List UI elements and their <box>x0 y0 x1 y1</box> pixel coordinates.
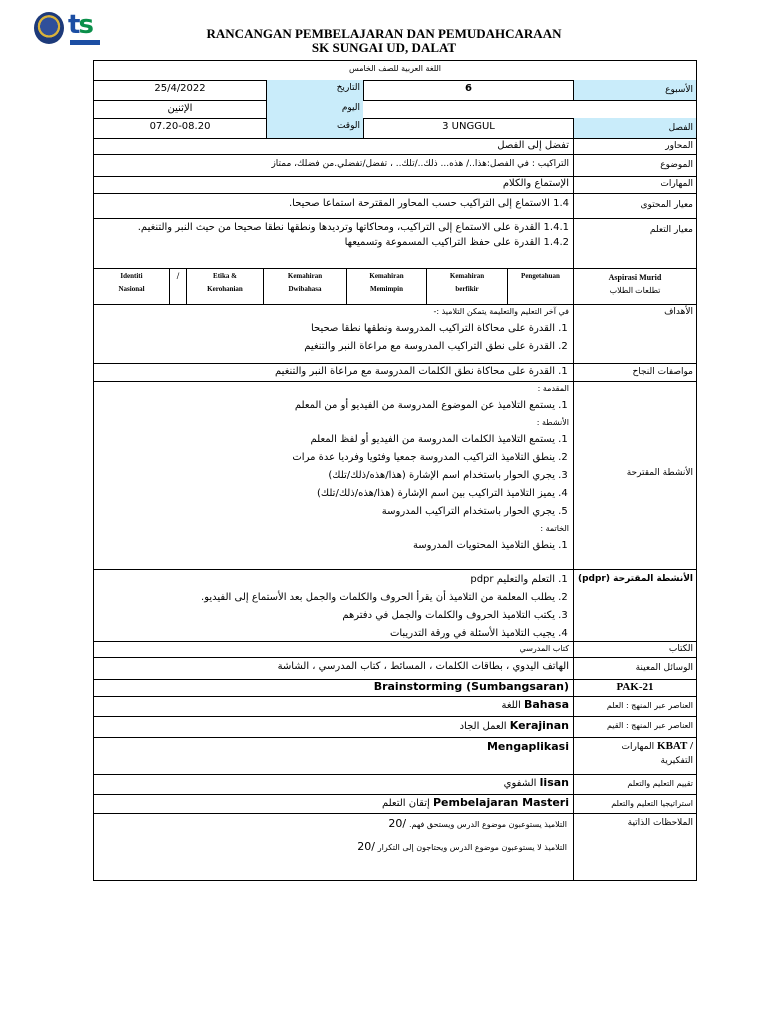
objectives-label: الأهداف <box>664 307 693 317</box>
pdpr-item: 3. يكتب التلاميذ الحروف والكلمات والجمل في دفترهم <box>98 607 555 625</box>
activities-row <box>94 381 696 570</box>
aspiration-check-mark: / <box>176 271 180 281</box>
time-value: 07.20-08.20 <box>149 121 211 132</box>
strategy-arabic: إتقان التعلم <box>381 798 430 809</box>
date-value: 25/4/2022 <box>154 83 206 94</box>
axis-label: المحاور <box>665 141 693 151</box>
book-row <box>94 641 696 658</box>
assessment-latin: lisan <box>539 776 569 789</box>
standard-content-label: معيار المحتوى <box>640 200 693 210</box>
ts-logo: ts <box>68 12 102 46</box>
pak21-value: Brainstorming (Sumbangsaran) <box>373 680 569 693</box>
standard-learning-row <box>94 218 696 269</box>
cce-values-arabic: العمل الجاد <box>459 721 507 732</box>
date-row <box>94 80 696 101</box>
class-row <box>94 118 696 139</box>
topic-label: الموضوع <box>660 160 693 170</box>
strategy-label: استراتيجيا التعليم والتعلم <box>611 799 693 808</box>
strategy-value <box>94 794 573 813</box>
day-row <box>94 100 696 119</box>
document-title-line1: RANCANGAN PEMBELAJARAN DAN PEMUDAHCARAAN <box>206 26 562 41</box>
time-label: الوقت <box>336 121 360 131</box>
success-criteria-item: 1. القدرة على محاكاة نطق الكلمات المدروسة مع مراعاة النبر والتنغيم <box>98 363 555 381</box>
pdpr-list <box>94 569 573 641</box>
reflection-item <box>94 836 573 859</box>
reflection-label: الملاحظات الذاتية <box>627 818 693 828</box>
kbat-label <box>574 737 696 770</box>
pdpr-row <box>94 569 696 642</box>
objectives-intro: في آخر التعليم والتعليمة يتمكن التلاميذ :- <box>433 307 569 316</box>
cce-knowledge-latin: Bahasa <box>523 698 569 711</box>
aids-row <box>94 657 696 680</box>
book-value: كتاب المدرسي <box>519 644 569 653</box>
reflection-text: التلاميذ لا يستوعبون موضوع الدرس ويحتاجون إلى التكرار <box>377 843 567 852</box>
class-label: الفصل <box>668 123 693 133</box>
activity-item: 4. يميز التلاميذ التراكيب بين اسم الإشارة (هذا/هذه/ذلك/تلك) <box>98 485 555 503</box>
aspiration-ethics: Etika & Kerohanian <box>207 272 243 293</box>
pdpr-item: 2. يطلب المعلمة من التلاميذ أن يقرأ الحروف والكلمات والجمل بعد الأستماع إلى الفيديو. <box>98 589 555 607</box>
cce-values-latin: Kerajinan <box>509 719 569 732</box>
cce-knowledge-label: العناصر عبر المنهج : العلم <box>606 701 693 710</box>
class-value: 3 UNGGUL <box>442 121 495 132</box>
strategy-latin: Pembelajaran Masteri <box>432 796 569 809</box>
activity-item: 1. ينطق التلاميذ المحتويات المدروسة <box>98 537 555 555</box>
aspiration-bilingual: Kemahiran Dwibahasa <box>287 272 323 293</box>
activity-item: 3. يجري الحوار باستخدام اسم الإشارة (هذا/هذه/ذلك/تلك) <box>98 467 555 485</box>
date-label: التاريخ <box>336 83 360 93</box>
standard-content-row <box>94 193 696 219</box>
week-value: 6 <box>465 83 472 94</box>
activities-closing-heading: الخاتمة : <box>540 524 569 533</box>
activity-item: 2. ينطق التلاميذ التراكيب المدروسة جمعيا وفئويا وفرديا عدة مرات <box>98 449 555 467</box>
axis-value: تفضل إلى الفصل <box>497 140 569 151</box>
activity-item: 1. يستمع التلاميذ عن الموضوع المدروسة من الفيديو أو من المعلم <box>98 397 555 415</box>
pak21-row <box>94 679 696 697</box>
subject-label: اللغة العربية للصف الخامس <box>349 64 441 73</box>
activity-item: 5. يجري الحوار باستخدام التراكيب المدروسة <box>98 503 555 521</box>
reflection-item <box>94 813 573 836</box>
day-label: اليوم <box>341 103 360 113</box>
standard-content-value: 1.4 الاستماع إلى التراكيب حسب المحاور المقترحة استماعا صحيحا. <box>289 198 569 209</box>
activities-intro-list <box>94 397 573 415</box>
aspiration-national-identity: Identiti Nasional <box>118 272 145 293</box>
cce-values-value <box>94 716 573 736</box>
day-value: الإثنين <box>167 103 193 114</box>
cce-values-label: العناصر عبر المنهج : القيم <box>606 721 693 730</box>
aids-label: الوسائل المعينة <box>635 663 693 673</box>
cce-knowledge-row <box>94 696 696 717</box>
aspiration-thinking: Kemahiran berfikir <box>449 272 485 293</box>
standard-learning-label: معيار التعلم <box>649 225 693 235</box>
pdpr-label: الأنشطة المقترحة (pdpr) <box>577 574 693 584</box>
standard-learning-item: 1.4.1 القدرة على الاستماع إلى التراكيب، ومحاكاتها وترديدها ونطقها نطقا صحيحا من حيث النبر والتنغيم. <box>137 222 569 233</box>
lesson-plan-table <box>93 60 697 881</box>
week-label: الأسبوع <box>665 85 693 95</box>
activities-label: الأنشطة المقترحة <box>626 468 693 478</box>
success-criteria-list <box>94 363 573 381</box>
cce-values-row <box>94 716 696 738</box>
objective-item: 2. القدرة على نطق التراكيب المدروسة مع مراعاة النبر والتنغيم <box>98 338 555 356</box>
assessment-label: تقييم التعليم والتعلم <box>627 779 693 788</box>
kbat-label-latin: KBAT / <box>657 740 693 752</box>
aspirations-label <box>574 268 696 297</box>
kbat-row <box>94 737 696 775</box>
activities-main-list <box>94 431 573 521</box>
strategy-row <box>94 794 696 814</box>
reflection-text: التلاميذ يستوعبون موضوع الدرس ويستحق فهم. <box>408 820 567 829</box>
activities-main-heading: الأنشطة : <box>536 418 569 427</box>
pak21-label: PAK-21 <box>616 681 654 693</box>
skills-row <box>94 176 696 194</box>
activities-closing-list <box>94 537 573 555</box>
document-title-line2: SK SUNGAI UD, DALAT <box>311 40 457 55</box>
aspiration-leadership: Kemahiran Memimpin <box>369 272 404 293</box>
reflection-count: /20 <box>388 817 407 830</box>
skills-value: الإستماع والكلام <box>502 178 569 189</box>
cce-knowledge-arabic: اللغة <box>501 700 521 711</box>
kbat-value: Mengaplikasi <box>486 740 569 753</box>
aspiration-knowledge: Pengetahuan <box>521 272 560 280</box>
objective-item: 1. القدرة على محاكاة التراكيب المدروسة ونطقها نطقا صحيحا <box>98 320 555 338</box>
objectives-list <box>94 320 573 356</box>
success-criteria-label: مواصفات النجاح <box>632 367 693 377</box>
activities-intro-heading: المقدمة : <box>537 384 569 393</box>
aspirations-row <box>94 268 696 305</box>
pdpr-item: 1. التعلم والتعليم pdpr <box>98 571 555 589</box>
success-criteria-row <box>94 363 696 382</box>
axis-row <box>94 138 696 155</box>
book-label: الكتاب <box>668 644 693 654</box>
subject-row <box>94 61 696 81</box>
kbat-label-arabic: المهارات <box>621 742 655 752</box>
reflection-row <box>94 813 696 880</box>
kbat-label-arabic2: التفكيرية <box>660 756 693 766</box>
assessment-value <box>94 774 573 793</box>
assessment-arabic: الشفوي <box>503 778 537 789</box>
objectives-row <box>94 304 696 364</box>
pdpr-item: 4. يجيب التلاميذ الأسئلة في ورقة التدريبات <box>98 625 555 641</box>
aspirations-label-latin: Aspirasi Murid <box>608 273 662 282</box>
topic-row <box>94 154 696 177</box>
reflection-count: /20 <box>357 840 375 853</box>
skills-label: المهارات <box>660 179 693 189</box>
assessment-row <box>94 774 696 795</box>
standard-learning-item: 1.4.2 القدرة على حفظ التراكيب المسموعة وتسميعها <box>344 237 569 248</box>
topic-value: التراكيب : في الفصل:هذا../ هذه... ذلك../تلك.. ، تفضل/تفضلي.من فضلك، ممتاز <box>271 159 569 169</box>
cce-knowledge-value <box>94 696 573 715</box>
aids-value: الهاتف اليدوي ، بطاقات الكلمات ، المسائط ، كتاب المدرسي ، الشاشة <box>277 661 569 672</box>
aspirations-label-arabic: تطلعات الطلاب <box>609 286 661 295</box>
activity-item: 1. يستمع التلاميذ الكلمات المدروسة من الفيديو أو لفظ المعلم <box>98 431 555 449</box>
